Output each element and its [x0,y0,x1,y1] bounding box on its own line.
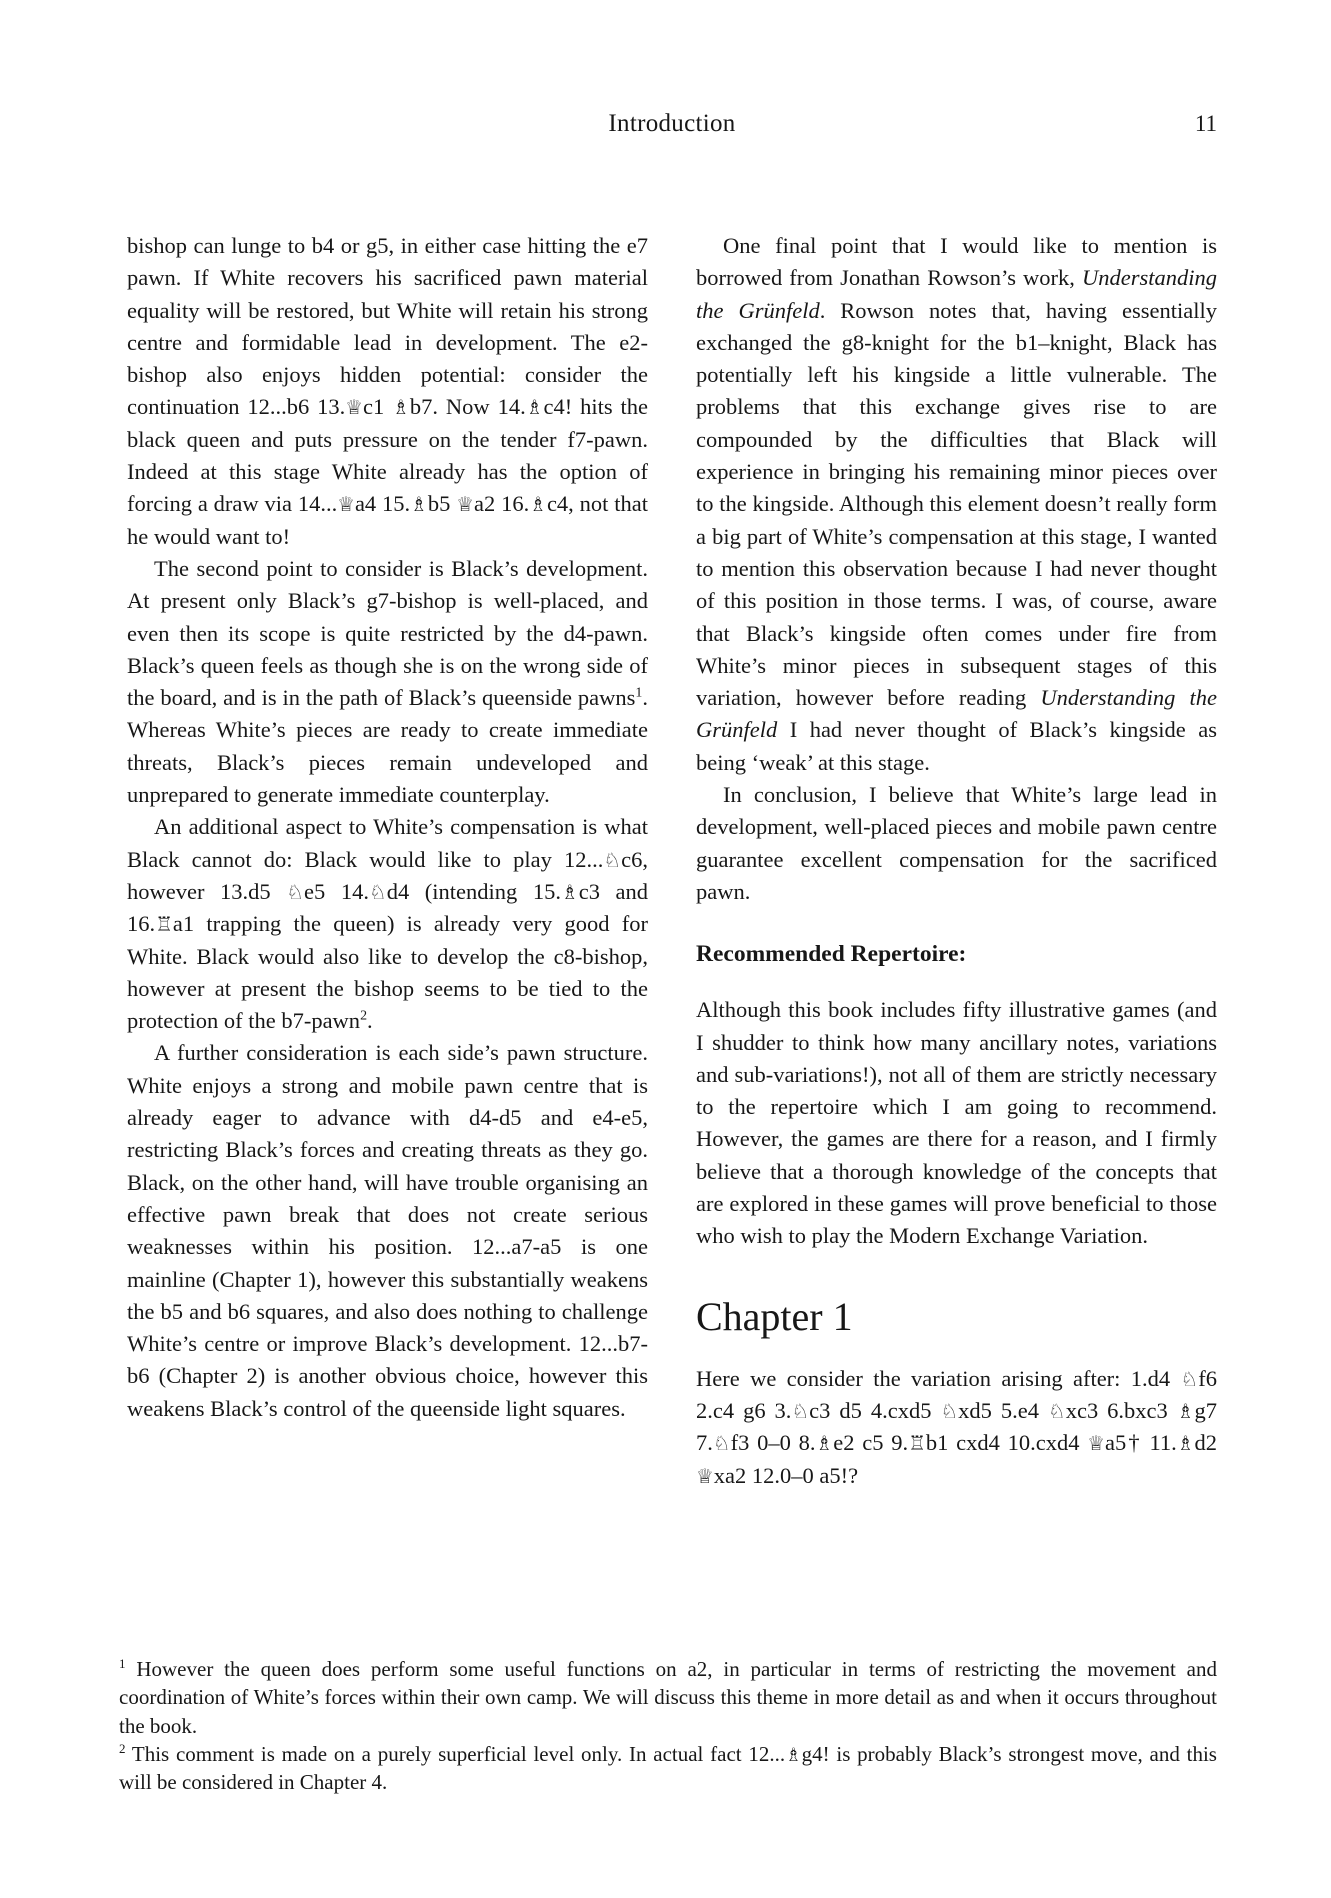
chess-figurine-icon: ♗ [410,493,428,517]
paragraph: A further consideration is each side’s pawn structure. White enjoys a strong and mobile pawn centre that is already eager to advance with d4-d5 and e4-e5, restricting Black’s forces and creating threats as they go. Black, on the other hand, will have trouble organising an effective pawn break that does not create serious weaknesses within his position. 12...a7-a5 is one mainline (Chapter 1), however this substantially weakens the b5 and b6 squares, and also does nothing to challenge White’s centre or improve Black’s development. 12...b7-b6 (Chapter 2) is another obvious choice, however this weakens Black’s control of the queenside light squares. [127,1040,648,1421]
footnotes [119,1655,1217,1796]
paragraph: One final point that I would like to mention is borrowed from Jonathan Rowson’s work, Understanding the Grünfeld. Rowson notes that, having essentially exchanged the g8-knight for the b1–knight, Black has potentially left his kingside a little vulnerable. The problems that this exchange gives rise to are compounded by the difficulties that Black will experience in bringing his remaining minor pieces over to the kingside. Although this element doesn’t really form a big part of White’s compensation at this stage, I wanted to mention this observation because I had never thought of this position in those terms. I was, of course, aware that Black’s kingside often comes under fire from White’s minor pieces in subsequent stages of this variation, however before reading Understanding the Grünfeld I had never thought of Black’s kingside as being ‘weak’ at this stage. [696,233,1217,775]
chess-figurine-icon: ♗ [1176,1432,1195,1456]
paragraph: In conclusion, I believe that White’s large lead in development, well-placed pieces and mobile pawn centre guarantee excellent compensation for the sacrificed pawn. [696,782,1217,904]
chess-figurine-icon: ♗ [392,396,410,420]
chess-figurine-icon: ♘ [368,880,387,904]
chess-figurine-icon: ♘ [791,1399,810,1423]
chess-figurine-icon: ♖ [908,1432,926,1456]
section-heading: Recommended Repertoire: [696,941,967,968]
paragraph-chess-moves: Here we consider the variation arising after: 1.d4 ♘f6 2.c4 g6 3.♘c3 d5 4.cxd5 ♘xd5 5.e4 ♘xc3 6.bxc3 ♗g7 7.♘f3 0–0 8.♗e2 c5 9.♖b1 cxd4 10.cxd4 ♕a5† 11.♗d2 ♕xa2 12.0–0 a5!? [696,1365,1217,1488]
chess-figurine-icon: ♗ [815,1432,834,1456]
footnote: $^2$ This comment is made on a purely superficial level only. In actual fact 12...♗g4! is probably Black’s strongest move, and this will be considered in Chapter 4. [119,1740,1217,1795]
text-columns [127,230,1217,1492]
chess-figurine-icon: ♗ [785,1744,802,1766]
chess-figurine-icon: ♘ [712,1432,731,1456]
paragraph: Although this book includes fifty illustrative games (and I shudder to think how many ancillary notes, variations and sub-variations!), not all of them are strictly necessary to the repertoire which I am going to recommend. However, the games are there for a reason, and I firmly believe that a thorough knowledge of the concepts that are explored in these games will prove beneficial to those who wish to play the Modern Exchange Variation. [696,997,1217,1249]
left-column [127,230,648,1492]
chess-figurine-icon: ♕ [456,493,474,517]
chess-figurine-icon: ♗ [560,880,579,904]
chess-figurine-icon: ♗ [529,493,547,517]
chess-figurine-icon: ♕ [337,493,355,517]
chapter-heading: Chapter 1 [696,1293,853,1339]
chess-figurine-icon: ♗ [525,396,544,420]
paragraph: The second point to consider is Black’s development. At present only Black’s g7-bishop is well-placed, and even then its scope is quite restricted by the d4-pawn. Black’s queen feels as though she is on the wrong side of the board, and is in the path of Black’s queenside pawns$^1$. Whereas White’s pieces are ready to create immediate threats, Black’s pieces remain undeveloped and unprepared to generate immediate counterplay. [127,555,648,808]
footnote: $^1$ However the queen does perform some useful functions on a2, in particular in terms of restricting the movement and coordination of White’s forces within their own camp. We will discuss this theme in more detail as and when it occurs throughout the book. [119,1656,1217,1738]
chess-figurine-icon: ♕ [696,1464,714,1488]
chess-figurine-icon: ♘ [940,1399,959,1423]
page-title: Introduction [608,110,736,137]
chess-figurine-icon: ♘ [1047,1399,1066,1423]
chess-figurine-icon: ♘ [286,880,304,904]
chess-figurine-icon: ♗ [1176,1399,1195,1423]
chess-figurine-icon: ♕ [345,396,364,420]
chess-figurine-icon: ♖ [155,913,173,937]
right-column [696,230,1217,1492]
paragraph: An additional aspect to White’s compensation is what Black cannot do: Black would like to play 12...♘c6, however 13.d5 ♘e5 14.♘d4 (intending 15.♗c3 and 16.♖a1 trapping the queen) is already very good for White. Black would also like to develop the c8-bishop, however at present the bishop seems to be tied to the protection of the b7-pawn$^2$. [127,814,649,1034]
chess-figurine-icon: ♘ [1180,1367,1199,1391]
chess-figurine-icon: ♘ [603,848,622,872]
chess-figurine-icon: ♕ [1087,1432,1105,1456]
running-header [127,110,1217,146]
paragraph-continuation: bishop can lunge to b4 or g5, in either case hitting the e7 pawn. If White recovers his sacrificed pawn material equality will be restored, but White will retain his strong centre and formidable lead in development. The e2-bishop also enjoys hidden potential: consider the continuation 12...b6 13.♕c1 ♗b7. Now 14.♗c4! hits the black queen and puts pressure on the tender f7-pawn. Indeed at this stage White already has the option of forcing a draw via 14...♕a4 15.♗b5 ♕a2 16.♗c4, not that he would want to! [127,233,648,549]
page-number: 11 [1194,111,1217,136]
